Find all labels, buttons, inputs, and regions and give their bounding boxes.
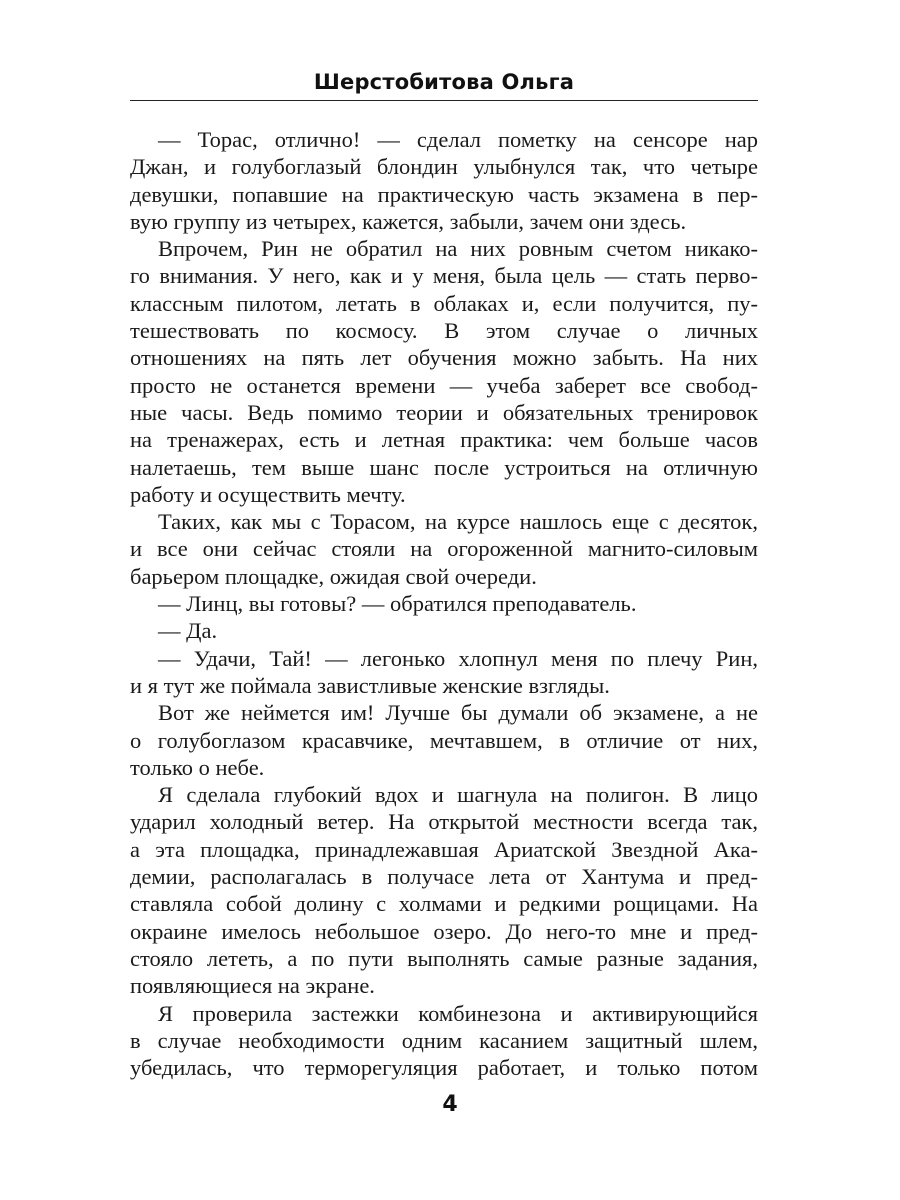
paragraph: [130, 1000, 758, 1082]
paragraph: [130, 645, 758, 700]
text-line: просто не останется времени — учеба заберет все свобод-: [130, 372, 758, 398]
text-line: — Удачи, Тай! — легонько хлопнул меня по плечу Рин,: [158, 645, 758, 671]
text-line: в случае необходимости одним касанием защитный шлем,: [130, 1027, 758, 1053]
text-line: Я сделала глубокий вдох и шагнула на полигон. В лицо: [158, 782, 758, 808]
paragraph: [130, 617, 758, 644]
paragraph: [130, 781, 758, 999]
text-line: — Да.: [158, 618, 218, 644]
text-line: Таких, как мы с Торасом, на курсе нашлось еще с десяток,: [158, 509, 758, 535]
text-line: стояло лететь, а по пути выполнять самые разные задания,: [130, 945, 758, 971]
text-line: а эта площадка, принадлежавшая Ариатской Звездной Ака-: [130, 836, 758, 862]
paragraph: [130, 590, 758, 617]
text-line: окраине имелось небольшое озеро. До него-то мне и пред-: [130, 918, 758, 944]
text-line: убедилась, что терморегуляция работает, и только потом: [130, 1055, 758, 1081]
running-head-author: Шерстобитова Ольга: [313, 70, 575, 94]
text-line: налетаешь, тем выше шанс после устроиться на отличную: [130, 454, 758, 480]
text-line: и я тут же поймала завистливые женские взгляды.: [130, 672, 610, 698]
text-line: только о небе.: [130, 754, 265, 780]
text-line: о голубоглазом красавчике, мечтавшем, в отличие от них,: [130, 727, 758, 753]
text-line: ставляла собой долину с холмами и редкими рощицами. На: [130, 891, 758, 917]
text-line: и все они сейчас стояли на огороженной магнито-силовым: [130, 536, 758, 562]
text-line: барьером площадке, ожидая свой очереди.: [130, 563, 537, 589]
paragraph: [130, 126, 758, 235]
text-line: вую группу из четырех, кажется, забыли, зачем они здесь.: [130, 208, 687, 234]
text-line: го внимания. У него, как и у меня, была цель — стать перво-: [130, 263, 758, 289]
paragraph: [130, 699, 758, 781]
page-number: 4: [442, 1092, 458, 1117]
text-line: тешествовать по космосу. В этом случае о личных: [130, 318, 758, 344]
text-line: Вот же неймется им! Лучше бы думали об экзамене, а не: [158, 700, 758, 726]
text-line: — Линц, вы готовы? — обратился преподаватель.: [158, 591, 637, 617]
paragraph: [130, 508, 758, 590]
text-line: — Торас, отлично! — сделал пометку на сенсоре нар: [158, 127, 758, 152]
text-line: демии, располагалась в получасе лета от Хантума и пред-: [130, 864, 758, 890]
text-line: появляющиеся на экране.: [130, 973, 375, 999]
text-line: на тренажерах, есть и летная практика: чем больше часов: [130, 427, 758, 453]
text-line: отношениях на пять лет обучения можно забыть. На них: [130, 345, 758, 371]
text-line: Впрочем, Рин не обратил на них ровным счетом никако-: [158, 236, 758, 262]
paragraph: [130, 235, 758, 508]
text-line: классным пилотом, летать в облаках и, если получится, пу-: [130, 290, 758, 316]
text-line: девушки, попавшие на практическую часть экзамена в пер-: [130, 181, 758, 207]
text-line: Джан, и голубоглазый блондин улыбнулся так, что четыре: [130, 154, 758, 180]
header-rule: [130, 100, 758, 101]
text-line: Я проверила застежки комбинезона и активирующийся: [158, 1000, 758, 1026]
text-line: ные часы. Ведь помимо теории и обязательных тренировок: [130, 399, 758, 425]
text-line: работу и осуществить мечту.: [130, 481, 406, 507]
body-text: [130, 126, 758, 1081]
text-line: ударил холодный ветер. На открытой местности всегда так,: [130, 809, 758, 835]
